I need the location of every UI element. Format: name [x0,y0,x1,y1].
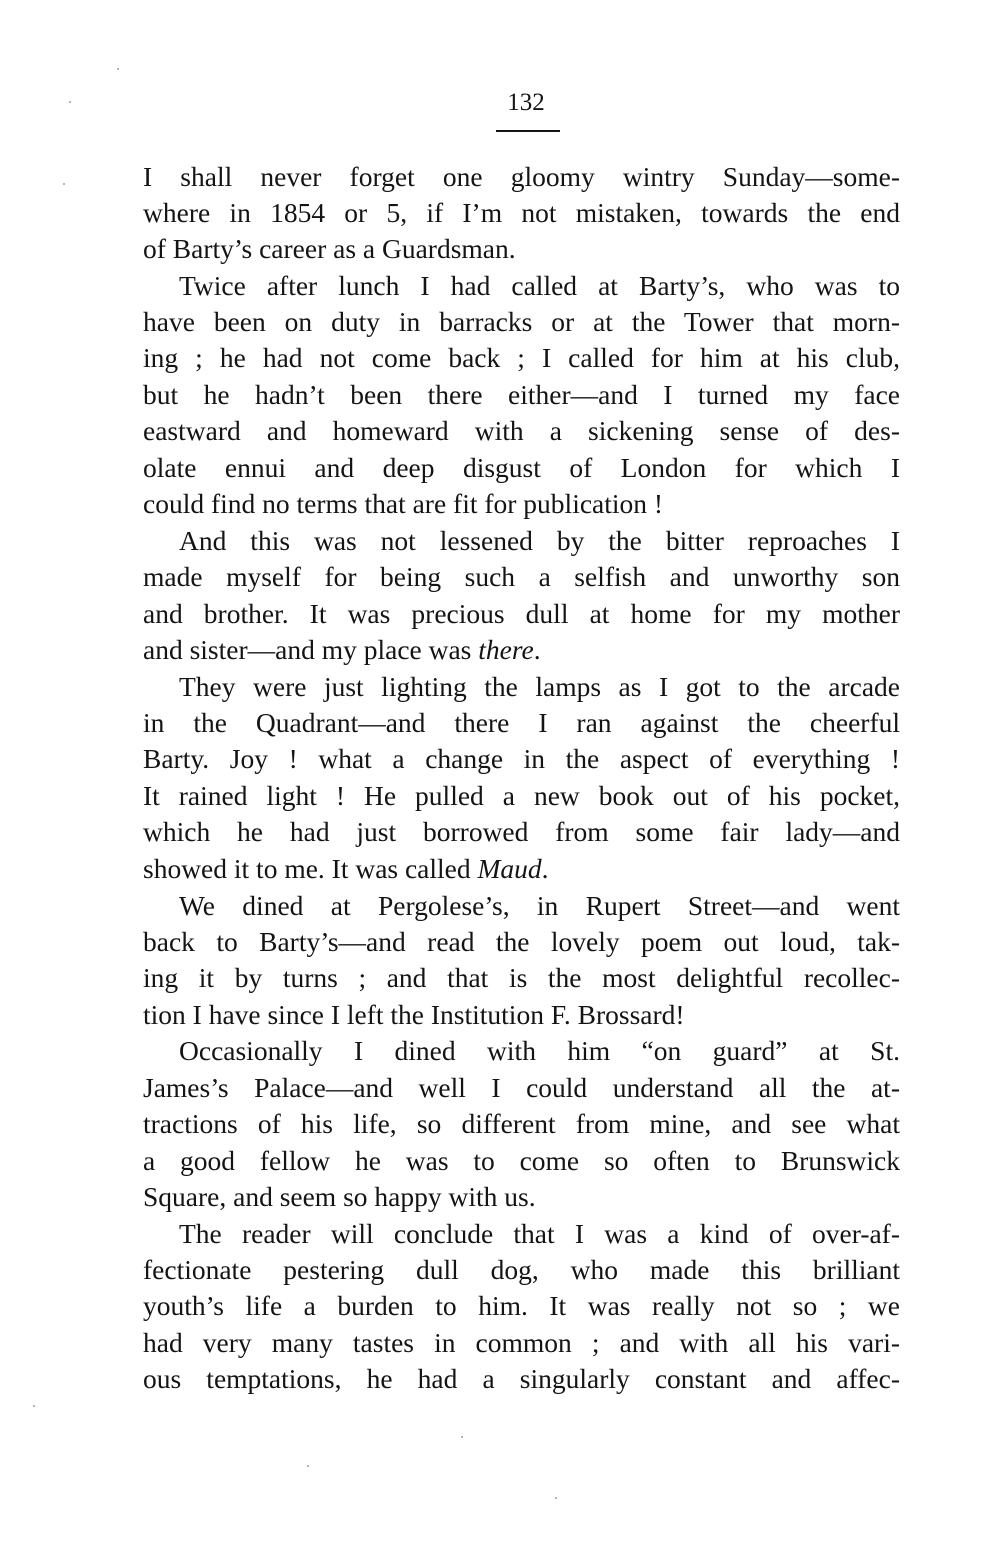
text-line: tion I have since I left the Institution F. Brossard! [143,999,685,1030]
text-line: eastward and homeward with a sickening sense of des- [143,415,900,446]
text-line: ing ; he had not come back ; I called for him at his club, [143,342,900,373]
italic-word: there [478,634,534,665]
text-line: fectionate pestering dull dog, who made this brilliant [143,1254,900,1285]
text-line: where in 1854 or 5, if I’m not mistaken, towards the end [143,197,900,228]
text-line: The reader will conclude that I was a kind of over-af- [179,1218,900,1249]
text-line: in the Quadrant—and there I ran against the cheerful [143,707,900,738]
page-number-rule [496,130,560,132]
italic-word: Maud [477,853,542,884]
scan-speck [69,101,71,103]
scan-speck [33,1405,35,1407]
scan-speck [63,183,65,185]
text-line: We dined at Pergolese’s, in Rupert Street—and went [179,890,900,921]
text-line: Square, and seem so happy with us. [143,1181,536,1212]
text-line: back to Barty’s—and read the lovely poem out loud, tak- [143,926,900,957]
scan-speck [117,68,119,70]
text-line: have been on duty in barracks or at the Tower that morn- [143,306,900,337]
text-line: had very many tastes in common ; and with all his vari- [143,1327,900,1358]
text-line: They were just lighting the lamps as I got to the arcade [179,671,900,702]
text-line: of Barty’s career as a Guardsman. [143,233,516,264]
text-line: olate ennui and deep disgust of London for which I [143,452,900,483]
scan-speck [555,1497,557,1499]
text-line: made myself for being such a selfish and unworthy son [143,561,900,592]
text-line: Twice after lunch I had called at Barty’s, who was to [179,270,900,301]
text-line: I shall never forget one gloomy wintry Sunday—some- [143,161,900,192]
text-line: a good fellow he was to come so often to Brunswick [143,1145,900,1176]
text-line: youth’s life a burden to him. It was really not so ; we [143,1290,900,1321]
text-line: which he had just borrowed from some fair lady—and [143,816,900,847]
text-line: could find no terms that are fit for publication ! [143,488,664,519]
text-line: and brother. It was precious dull at home for my mother [143,598,900,629]
scan-speck [461,1436,463,1438]
text-line: Barty. Joy ! what a change in the aspect of everything ! [143,743,900,774]
scan-speck [307,1465,309,1467]
text-line: James’s Palace—and well I could understand all the at- [143,1072,900,1103]
text-line: It rained light ! He pulled a new book out of his pocket, [143,780,900,811]
text-line: tractions of his life, so different from mine, and see what [143,1108,900,1139]
text-line: and sister—and my place was there. [143,634,541,665]
text-line: showed it to me. It was called Maud. [143,853,549,884]
page-number: 132 [507,89,545,116]
text-line: ous temptations, he had a singularly constant and affec- [143,1363,900,1394]
text-line: but he hadn’t been there either—and I turned my face [143,379,900,410]
text-line: And this was not lessened by the bitter reproaches I [179,525,900,556]
text-line: ing it by turns ; and that is the most delightful recollec- [143,962,900,993]
text-line: Occasionally I dined with him “on guard” at St. [179,1035,900,1066]
